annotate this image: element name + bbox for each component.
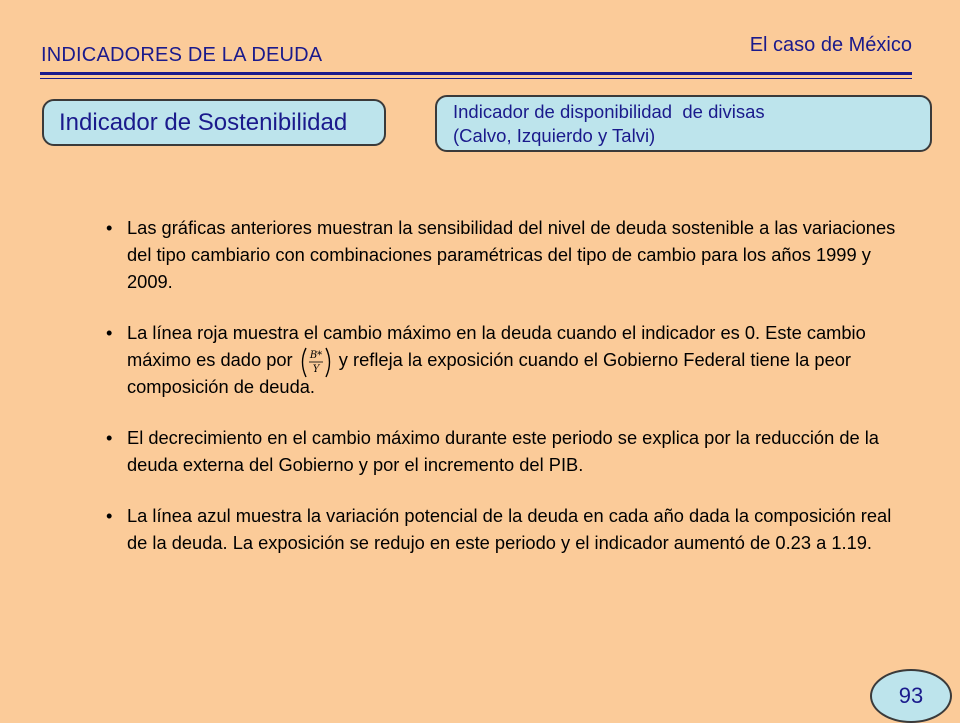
- header-rule-thick: [40, 72, 912, 75]
- divisas-indicator-line2: (Calvo, Izquierdo y Talvi): [453, 125, 656, 146]
- bullet-item: [106, 502, 906, 556]
- section-title: INDICADORES DE LA DEUDA: [41, 44, 323, 66]
- page-number-badge: [870, 669, 952, 723]
- bullet-list: [106, 214, 906, 580]
- divisas-indicator-line1: Indicador de disponibilidad de divisas: [453, 101, 765, 122]
- bullet-dot-icon: •: [106, 505, 113, 526]
- formula-svg: [298, 346, 334, 380]
- max-change-formula: [298, 346, 334, 373]
- bullet-dot-icon: •: [106, 322, 113, 343]
- bullet-item: [106, 319, 906, 400]
- bullet-text-3: El decrecimiento en el cambio máximo durante este periodo se explica por la reducción de la deuda externa del Gobierno y por el incremento del PIB.: [127, 427, 879, 475]
- bullet-text-2-after: y refleja la exposición cuando el Gobierno Federal tiene la peor composición de deuda.: [127, 349, 851, 397]
- formula-right-paren: [326, 348, 330, 377]
- formula-denominator: Y: [312, 364, 320, 375]
- sostenibilidad-indicator-text: Indicador de Sostenibilidad: [59, 109, 348, 136]
- bullet-item: [106, 424, 906, 478]
- header-rule-thin: [40, 78, 912, 79]
- formula-numerator: B*: [309, 350, 322, 361]
- bullet-item: [106, 214, 906, 295]
- bullet-dot-icon: •: [106, 427, 113, 448]
- bullet-text-4: La línea azul muestra la variación potencial de la deuda en cada año dada la composición real de la deuda. La exposición se redujo en este periodo y el indicador aumentó de 0.23 a 1.19.: [127, 505, 892, 553]
- formula-left-paren: [302, 348, 306, 377]
- bullet-dot-icon: •: [106, 217, 113, 238]
- page-number: 93: [898, 683, 924, 708]
- divisas-indicator-label: [435, 95, 932, 152]
- sostenibilidad-indicator-label: [42, 99, 386, 146]
- bullet-text-2-before: La línea roja muestra el cambio máximo en la deuda cuando el indicador es 0. Este cambio máximo es dado por: [127, 322, 866, 370]
- case-title: El caso de México: [749, 34, 912, 56]
- bullet-text-1: Las gráficas anteriores muestran la sensibilidad del nivel de deuda sostenible a las variaciones del tipo cambiario con combinaciones paramétricas del tipo de cambio para los años 1999 y 2009.: [127, 217, 896, 292]
